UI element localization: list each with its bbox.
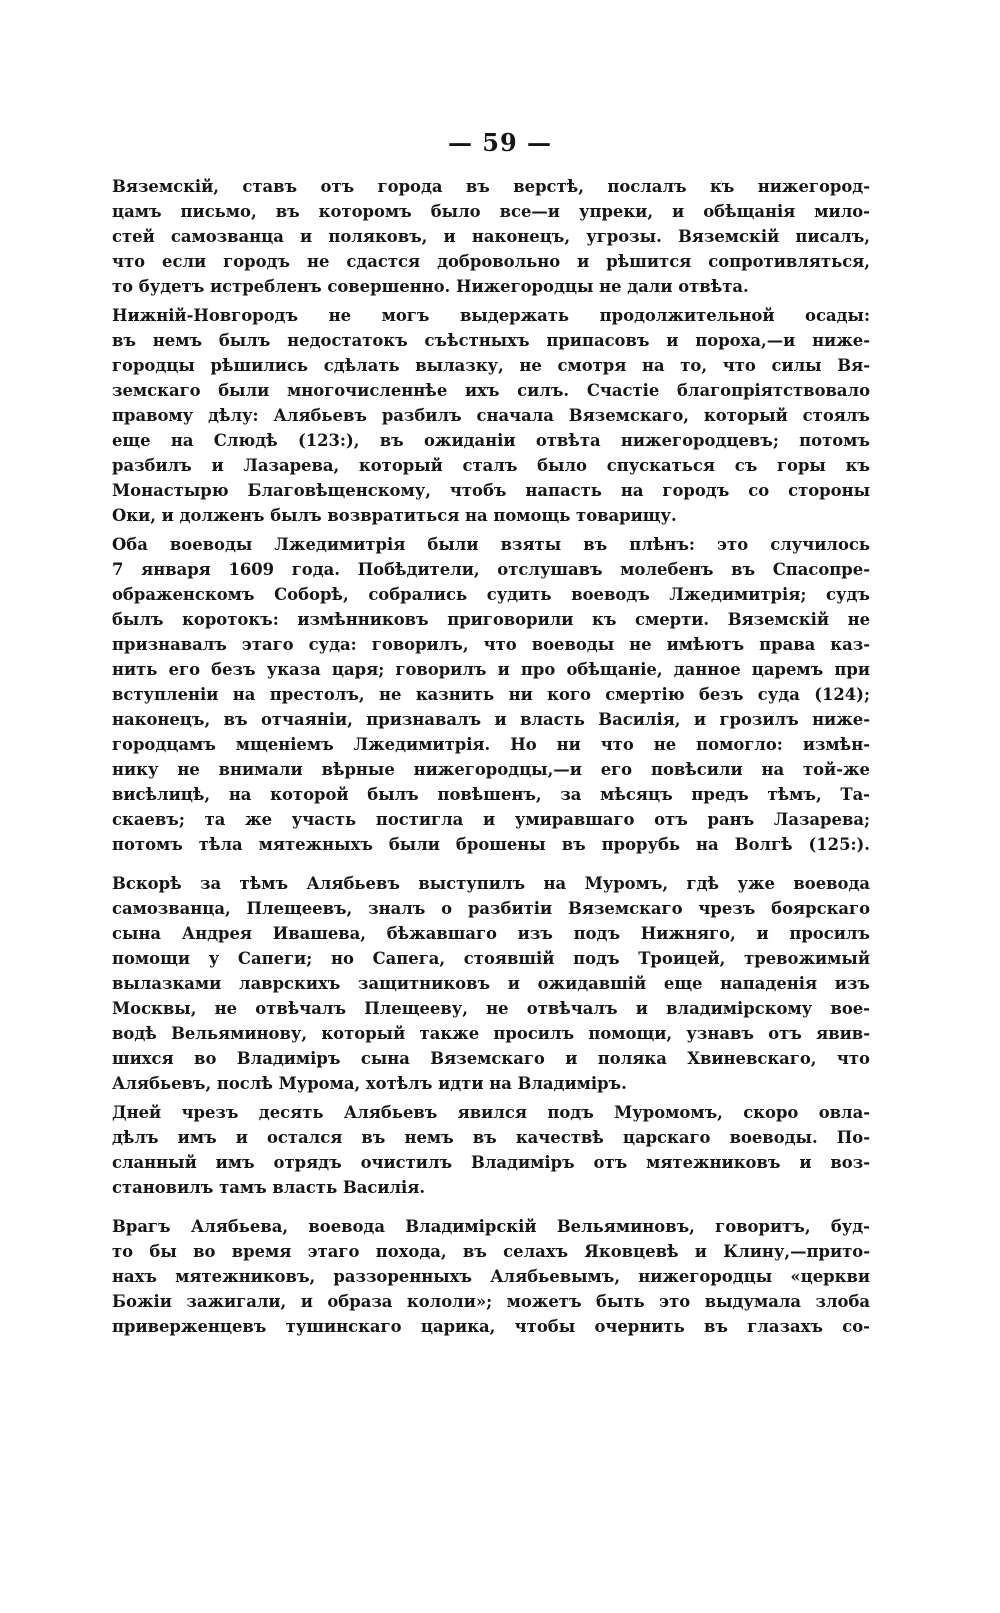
text-line: Божіи зажигали, и образа кололи»; можетъ быть это выдумала злоба [112,1292,870,1311]
text-line: ображенскомъ Соборѣ, собрались судить воеводъ Лжедимитрія; судъ [112,585,870,604]
text-line: шихся во Владиміръ сына Вяземскаго и поляка Хвиневскаго, что [112,1049,870,1068]
text-line: дѣлъ имъ и остался въ немъ въ качествѣ царскаго воеводы. По- [112,1128,870,1147]
text-line: сланный имъ отрядъ очистилъ Владиміръ отъ мятежниковъ и воз- [112,1153,870,1172]
text-line: становилъ тамъ власть Василія. [112,1178,426,1197]
text-line: правому дѣлу: Алябьевъ разбилъ сначала Вяземскаго, который стоялъ [112,406,870,425]
text-line: еще на Слюдѣ (123:), въ ожиданіи отвѣта нижегородцевъ; потомъ [112,431,870,450]
paragraph [112,1214,870,1339]
text-line: Оки, и долженъ былъ возвратиться на помощь товарищу. [112,506,677,525]
text-line: былъ коротокъ: измѣнниковъ приговорили къ смерти. Вяземскій не [112,610,870,629]
text-line: водѣ Вельяминову, который также просилъ помощи, узнавъ отъ явив- [112,1024,870,1043]
text-line: самозванца, Плещеевъ, зналъ о разбитіи Вяземскаго чрезъ боярскаго [112,899,870,918]
paragraph [112,303,870,528]
text-line: земскаго были многочисленнѣе ихъ силъ. Счастіе благопріятствовало [112,381,870,400]
text-line: стей самозванца и поляковъ, и наконецъ, угрозы. Вяземскій писалъ, [112,227,870,246]
text-line: то бы во время этаго похода, въ селахъ Яковцевѣ и Клину,—прито- [112,1242,870,1261]
text-line: 7 января 1609 года. Побѣдители, отслушавъ молебенъ въ Спасопре- [112,560,870,579]
text-line: нахъ мятежниковъ, раззоренныхъ Алябьевымъ, нижегородцы «церкви [112,1267,870,1286]
text-line: что если городъ не сдастся добровольно и рѣшится сопротивляться, [112,252,870,271]
page-number: — 59 — [447,128,553,157]
text-line: признавалъ этаго суда: говорилъ, что воеводы не имѣютъ права каз- [112,635,870,654]
text-line: Оба воеводы Лжедимитрія были взяты въ плѣнъ: это случилось [112,535,870,554]
text-line: городцамъ мщеніемъ Лжедимитрія. Но ни что не помогло: измѣн- [112,735,870,754]
text-line: то будетъ истребленъ совершенно. Нижегородцы не дали отвѣта. [112,277,749,296]
text-line: наконецъ, въ отчаяніи, признавалъ и власть Василія, и грозилъ ниже- [112,710,870,729]
text-line: Алябьевъ, послѣ Мурома, хотѣлъ идти на Владиміръ. [112,1074,627,1093]
text-line: городцы рѣшились сдѣлать вылазку, не смотря на то, что силы Вя- [112,356,870,375]
text-line: потомъ тѣла мятежныхъ были брошены въ прорубь на Волгѣ (125:). [112,835,870,854]
text-line: нить его безъ указа царя; говорилъ и про обѣщаніе, данное царемъ при [112,660,870,679]
text-line: Врагъ Алябьева, воевода Владимірскій Вельяминовъ, говоритъ, буд- [112,1217,870,1236]
text-line: помощи у Сапеги; но Сапега, стоявшій подъ Троицей, тревожимый [112,949,870,968]
paragraph [112,174,870,299]
text-line: Вскорѣ за тѣмъ Алябьевъ выступилъ на Муромъ, гдѣ уже воевода [112,874,870,893]
text-line: сына Андрея Ивашева, бѣжавшаго изъ подъ Нижняго, и просилъ [112,924,870,943]
text-line: цамъ письмо, въ которомъ было все—и упреки, и обѣщанія мило- [112,202,870,221]
paragraph [112,532,870,857]
text-line: Москвы, не отвѣчалъ Плещееву, не отвѣчалъ и владимірскому вое- [112,999,870,1018]
paragraph [112,1100,870,1200]
text-line: вступленіи на престолъ, не казнить ни кого смертію безъ суда (124); [112,685,870,704]
text-line: Нижній-Новгородъ не могъ выдержать продолжительной осады: [112,306,870,325]
text-line: Вяземскій, ставъ отъ города въ верстѣ, послалъ къ нижегород- [112,177,870,196]
text-line: нику не внимали вѣрные нижегородцы,—и его повѣсили на той-же [112,760,870,779]
text-line: Дней чрезъ десять Алябьевъ явился подъ Муромомъ, скоро овла- [112,1103,870,1122]
text-line: разбилъ и Лазарева, который сталъ было спускаться съ горы къ [112,456,870,475]
text-line: Монастырю Благовѣщенскому, чтобъ напасть на городъ со стороны [112,481,870,500]
paragraph [112,871,870,1096]
text-line: вылазками лаврскихъ защитниковъ и ожидавшій еще нападенія изъ [112,974,870,993]
text-line: приверженцевъ тушинскаго царика, чтобы очернить въ глазахъ со- [112,1317,870,1336]
text-line: скаевъ; та же участь постигла и умиравшаго отъ ранъ Лазарева; [112,810,870,829]
text-line: висѣлицѣ, на которой былъ повѣшенъ, за мѣсяцъ предъ тѣмъ, Та- [112,785,870,804]
body-text [112,174,870,1339]
text-line: въ немъ былъ недостатокъ съѣстныхъ припасовъ и пороха,—и ниже- [112,331,870,350]
